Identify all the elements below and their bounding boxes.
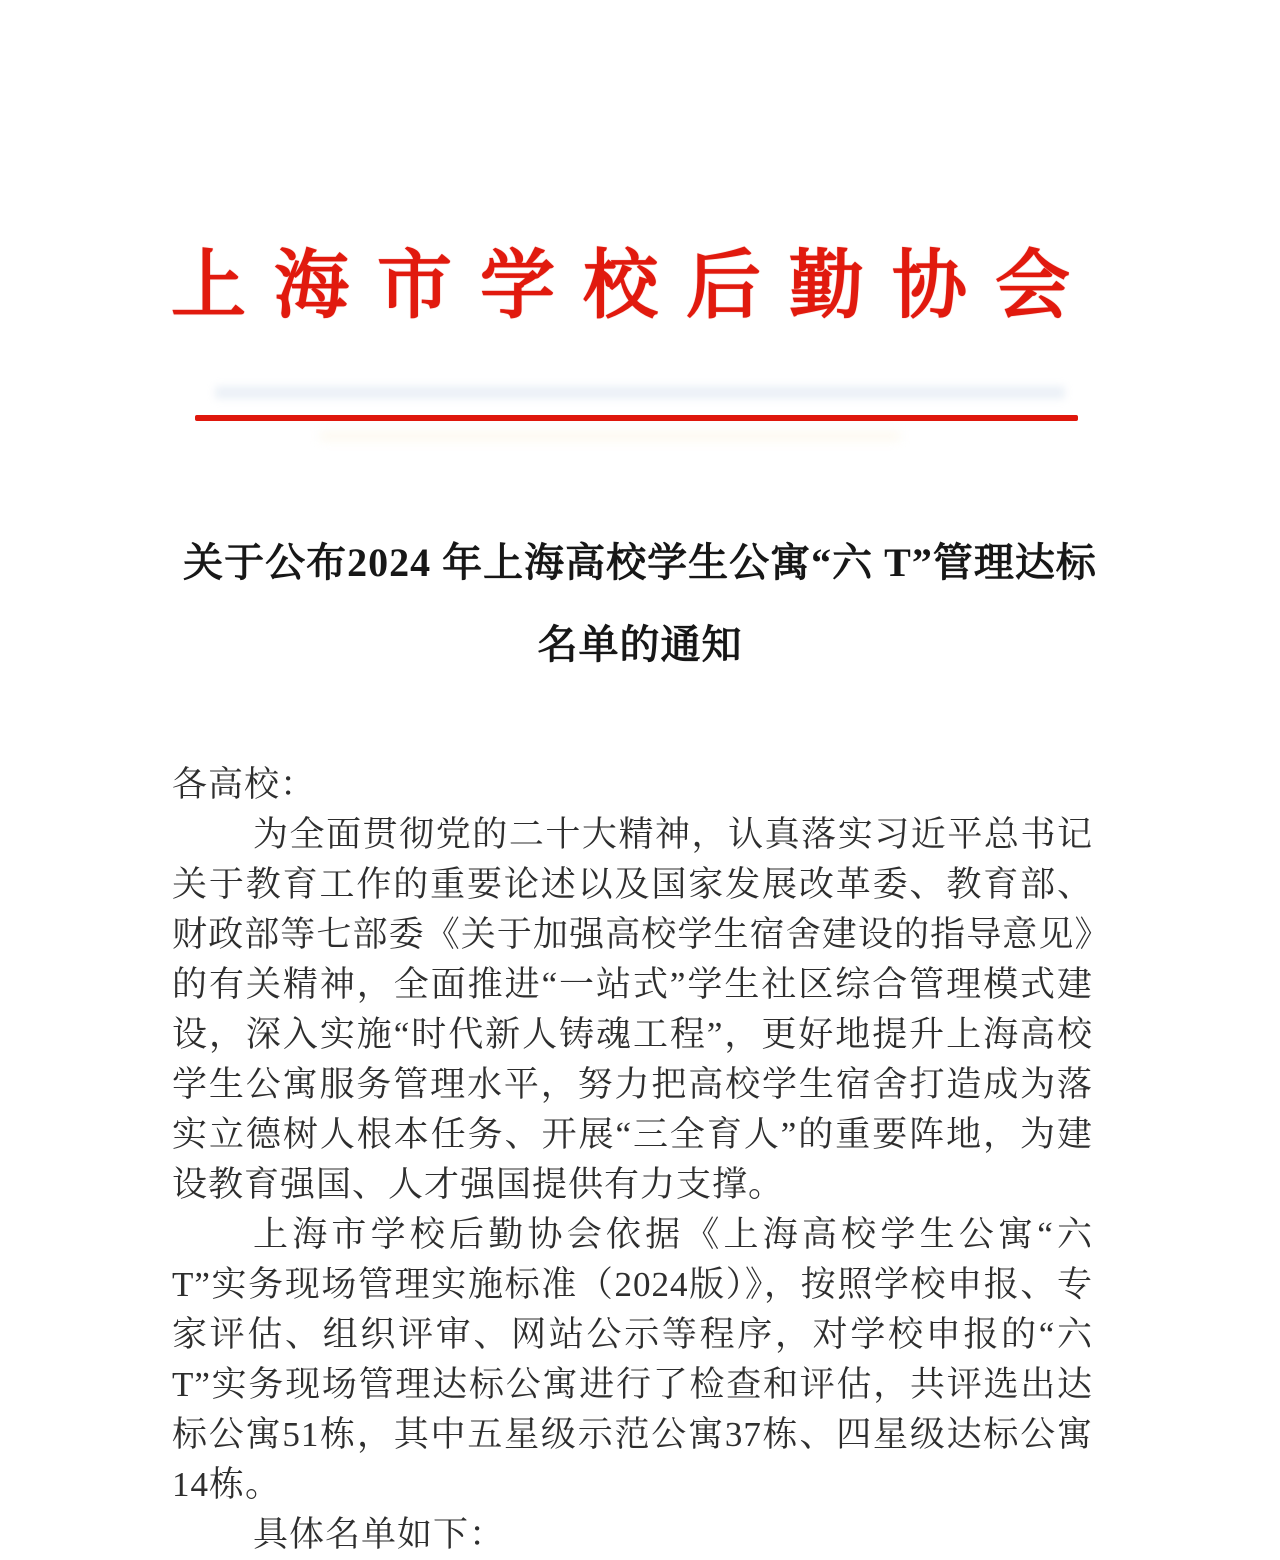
notice-title: [0, 522, 1280, 686]
notice-body: [172, 760, 1093, 1560]
scan-artifact-top: [215, 386, 1065, 399]
paragraph-policy-background: 为全面贯彻党的二十大精神，认真落实习近平总书记关于教育工作的重要论述以及国家发展改革委、教育部、财政部等七部委《关于加强高校学生宿舍建设的指导意见》的有关精神，全面推进“一站式”学生社区综合管理模式建设，深入实施“时代新人铸魂工程”，更好地提升上海高校学生公寓服务管理水平，努力把高校学生宿舍打造成为落实立德树人根本任务、开展“三全育人”的重要阵地，为建设教育强国、人才强国提供有力支撑。: [172, 815, 1093, 1204]
letterhead-org-name: 上海市学校后勤协会: [171, 245, 1099, 328]
letterhead-divider-rule: [195, 415, 1078, 421]
paragraph-evaluation-results: 上海市学校后勤协会依据《上海高校学生公寓“六T”实务现场管理实施标准（2024版）》，按照学校申报、专家评估、组织评审、网站公示等程序，对学校申报的“六T”实务现场管理达标公寓进行了检查和评估，共评选出达标公寓51栋，其中五星级示范公寓37栋、四星级达标公寓14栋。: [172, 1215, 1093, 1504]
paragraph-list-intro: 具体名单如下：: [253, 1515, 506, 1554]
notice-title-line-2: 名单的通知: [537, 622, 743, 667]
notice-title-line-1: 关于公布2024 年上海高校学生公寓“六 T”管理达标: [183, 540, 1097, 585]
salutation: 各高校：: [172, 765, 317, 804]
scan-artifact-bottom: [320, 431, 900, 441]
